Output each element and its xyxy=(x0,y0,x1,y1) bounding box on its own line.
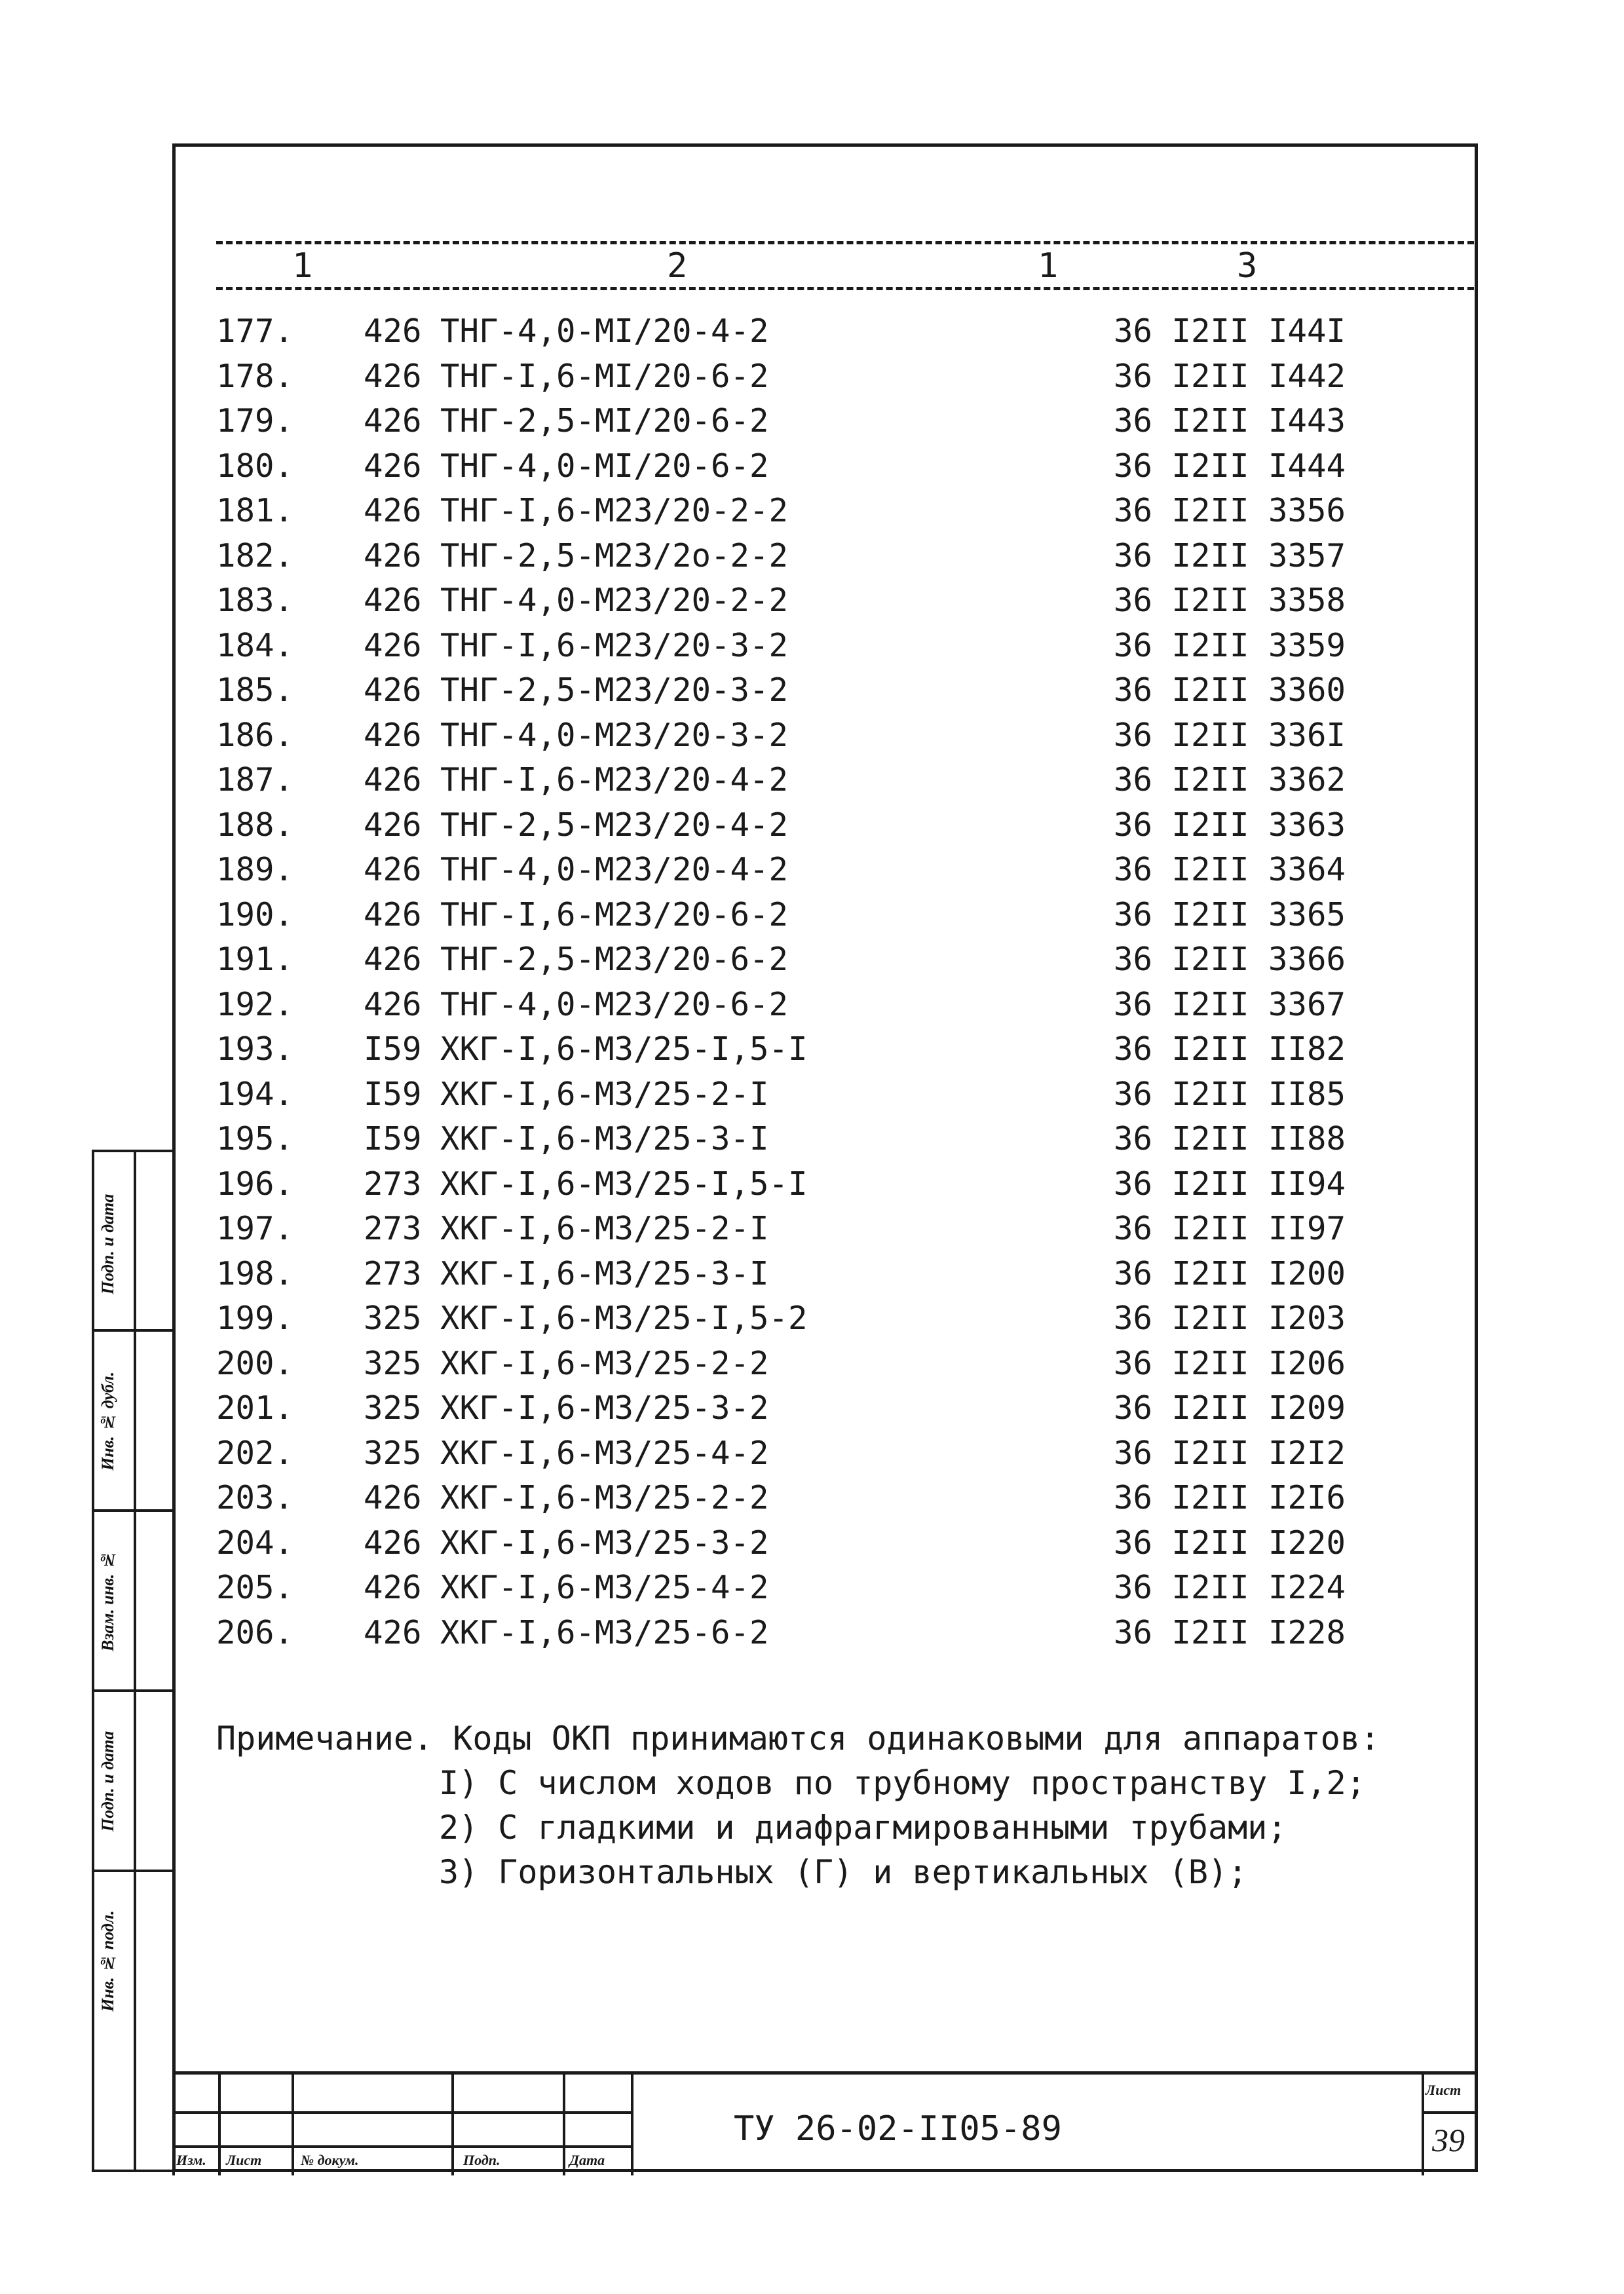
row-designation: ТНГ-4,0-МI/20-6-2 xyxy=(440,447,769,485)
row-designation: ТНГ-2,5-М23/20-3-2 xyxy=(440,671,789,709)
row-diameter: 426 xyxy=(364,492,422,529)
table-row xyxy=(0,983,1624,1028)
row-number: 205. xyxy=(216,1569,294,1606)
table-row xyxy=(0,803,1624,848)
row-number: 192. xyxy=(216,985,294,1023)
row-diameter: 426 xyxy=(364,941,422,978)
table-row xyxy=(0,713,1624,759)
row-number: 195. xyxy=(216,1120,294,1157)
row-designation: ТНГ-I,6-М23/20-6-2 xyxy=(440,895,789,933)
row-number: 199. xyxy=(216,1300,294,1337)
row-number: 180. xyxy=(216,447,294,485)
table-row xyxy=(0,534,1624,579)
table-row xyxy=(0,354,1624,400)
row-designation: ТНГ-4,0-М23/20-6-2 xyxy=(440,985,789,1023)
row-diameter: 273 xyxy=(364,1165,422,1203)
row-number: 186. xyxy=(216,716,294,754)
table-row xyxy=(0,848,1624,893)
row-okp-code: 36 I2II 3360 xyxy=(1114,671,1346,709)
table-row xyxy=(0,578,1624,624)
table-row xyxy=(0,668,1624,713)
header-dashed-line-bottom xyxy=(216,287,1474,290)
row-number: 190. xyxy=(216,895,294,933)
table-row xyxy=(0,489,1624,534)
row-okp-code: 36 I2II II82 xyxy=(1114,1030,1346,1068)
row-diameter: 426 xyxy=(364,447,422,485)
row-okp-code: 36 I2II 3367 xyxy=(1114,985,1346,1023)
column-number-1: 1 xyxy=(288,248,316,284)
table-row xyxy=(0,444,1624,489)
row-designation: ТНГ-I,6-М23/20-3-2 xyxy=(440,626,789,664)
row-designation: ХКГ-I,6-М3/25-3-I xyxy=(440,1120,769,1157)
row-diameter: 426 xyxy=(364,402,422,440)
row-designation: ТНГ-2,5-М23/2о-2-2 xyxy=(440,536,789,574)
row-designation: ХКГ-I,6-М3/25-6-2 xyxy=(440,1613,769,1651)
row-number: 179. xyxy=(216,402,294,440)
note-item-2: 2) С гладкими и диафрагмированными трубами; xyxy=(439,1809,1287,1847)
row-diameter: 426 xyxy=(364,1569,422,1606)
row-okp-code: 36 I2II I44I xyxy=(1114,312,1346,350)
row-designation: ТНГ-I,6-М23/20-4-2 xyxy=(440,761,789,799)
sheet-number: 39 xyxy=(1432,2122,1465,2158)
column-separator-number: 1 xyxy=(1034,248,1062,284)
row-diameter: 325 xyxy=(364,1300,422,1337)
table-row xyxy=(0,1431,1624,1476)
row-designation: ТНГ-2,5-МI/20-6-2 xyxy=(440,402,769,440)
row-okp-code: 36 I2II 3364 xyxy=(1114,851,1346,888)
row-okp-code: 36 I2II I200 xyxy=(1114,1254,1346,1292)
table-row xyxy=(0,1072,1624,1118)
row-diameter: 325 xyxy=(364,1389,422,1427)
row-number: 198. xyxy=(216,1254,294,1292)
row-designation: ТНГ-I,6-М23/20-2-2 xyxy=(440,492,789,529)
row-diameter: I59 xyxy=(364,1030,422,1068)
title-block-col-doc: № докум. xyxy=(301,2152,359,2168)
table-row xyxy=(0,1521,1624,1566)
row-number: 177. xyxy=(216,312,294,350)
row-okp-code: 36 I2II I203 xyxy=(1114,1300,1346,1337)
row-okp-code: 36 I2II I444 xyxy=(1114,447,1346,485)
row-diameter: 426 xyxy=(364,357,422,395)
title-block-col-sign: Подп. xyxy=(463,2152,500,2168)
row-number: 178. xyxy=(216,357,294,395)
binding-strip xyxy=(92,1150,172,2172)
row-designation: ХКГ-I,6-М3/25-I,5-I xyxy=(440,1030,808,1068)
row-diameter: 426 xyxy=(364,1524,422,1562)
row-number: 188. xyxy=(216,806,294,844)
table-row xyxy=(0,1162,1624,1207)
row-diameter: 426 xyxy=(364,312,422,350)
row-diameter: 426 xyxy=(364,716,422,754)
row-okp-code: 36 I2II II94 xyxy=(1114,1165,1346,1203)
table-row xyxy=(0,1027,1624,1072)
title-block-col-izm: Изм. xyxy=(176,2152,206,2168)
row-designation: ХКГ-I,6-М3/25-4-2 xyxy=(440,1569,769,1606)
note-block xyxy=(216,1716,1380,1894)
row-number: 197. xyxy=(216,1210,294,1247)
column-number-3: 3 xyxy=(1233,248,1261,284)
row-diameter: 426 xyxy=(364,851,422,888)
document-code: ТУ 26-02-II05-89 xyxy=(734,2109,1062,2149)
row-designation: ХКГ-I,6-М3/25-3-I xyxy=(440,1254,769,1292)
row-diameter: I59 xyxy=(364,1075,422,1113)
strip-label-sign-date-1: Подп. и дата xyxy=(98,1194,117,1294)
row-designation: ТНГ-2,5-М23/20-4-2 xyxy=(440,806,789,844)
row-designation: ХКГ-I,6-М3/25-3-2 xyxy=(440,1524,769,1562)
row-number: 206. xyxy=(216,1613,294,1651)
table-row xyxy=(0,1252,1624,1297)
row-designation: ТНГ-I,6-МI/20-6-2 xyxy=(440,357,769,395)
note-item-3: 3) Горизонтальных (Г) и вертикальных (В); xyxy=(439,1853,1248,1891)
row-designation: ХКГ-I,6-М3/25-2-2 xyxy=(440,1344,769,1382)
row-okp-code: 36 I2II 336I xyxy=(1114,716,1346,754)
row-okp-code: 36 I2II 3358 xyxy=(1114,582,1346,619)
row-okp-code: 36 I2II II85 xyxy=(1114,1075,1346,1113)
row-diameter: 426 xyxy=(364,582,422,619)
row-number: 182. xyxy=(216,536,294,574)
table-row xyxy=(0,893,1624,938)
table-row xyxy=(0,1611,1624,1656)
row-okp-code: 36 I2II II97 xyxy=(1114,1210,1346,1247)
row-okp-code: 36 I2II 3356 xyxy=(1114,492,1346,529)
row-diameter: 426 xyxy=(364,806,422,844)
row-designation: ХКГ-I,6-М3/25-3-2 xyxy=(440,1389,769,1427)
row-okp-code: 36 I2II I2I6 xyxy=(1114,1479,1346,1516)
row-number: 202. xyxy=(216,1434,294,1472)
row-okp-code: 36 I2II 3365 xyxy=(1114,895,1346,933)
row-designation: ХКГ-I,6-М3/25-4-2 xyxy=(440,1434,769,1472)
table-row xyxy=(0,624,1624,669)
sheet-label: Лист xyxy=(1426,2082,1462,2098)
table-row xyxy=(0,1476,1624,1521)
row-designation: ХКГ-I,6-М3/25-I,5-I xyxy=(440,1165,808,1203)
row-designation: ХКГ-I,6-М3/25-2-I xyxy=(440,1210,769,1247)
row-number: 194. xyxy=(216,1075,294,1113)
row-okp-code: 36 I2II I2I2 xyxy=(1114,1434,1346,1472)
table-row xyxy=(0,1342,1624,1387)
title-block-col-date: Дата xyxy=(569,2152,605,2168)
row-number: 187. xyxy=(216,761,294,799)
row-number: 201. xyxy=(216,1389,294,1427)
row-diameter: I59 xyxy=(364,1120,422,1157)
row-designation: ХКГ-I,6-М3/25-2-2 xyxy=(440,1479,769,1516)
strip-label-inv-dup: Инв. № дубл. xyxy=(98,1371,117,1471)
row-okp-code: 36 I2II II88 xyxy=(1114,1120,1346,1157)
row-designation: ТНГ-4,0-М23/20-3-2 xyxy=(440,716,789,754)
table-row xyxy=(0,309,1624,354)
row-okp-code: 36 I2II I224 xyxy=(1114,1569,1346,1606)
row-diameter: 426 xyxy=(364,1613,422,1651)
column-number-2: 2 xyxy=(663,248,691,284)
table-row xyxy=(0,1207,1624,1252)
row-okp-code: 36 I2II I206 xyxy=(1114,1344,1346,1382)
row-diameter: 273 xyxy=(364,1210,422,1247)
row-okp-code: 36 I2II I442 xyxy=(1114,357,1346,395)
row-okp-code: 36 I2II 3357 xyxy=(1114,536,1346,574)
row-number: 193. xyxy=(216,1030,294,1068)
row-diameter: 426 xyxy=(364,671,422,709)
row-designation: ТНГ-4,0-М23/20-2-2 xyxy=(440,582,789,619)
row-diameter: 273 xyxy=(364,1254,422,1292)
row-designation: ТНГ-2,5-М23/20-6-2 xyxy=(440,941,789,978)
row-diameter: 426 xyxy=(364,985,422,1023)
row-diameter: 325 xyxy=(364,1434,422,1472)
row-okp-code: 36 I2II I209 xyxy=(1114,1389,1346,1427)
row-number: 189. xyxy=(216,851,294,888)
row-okp-code: 36 I2II 3359 xyxy=(1114,626,1346,664)
row-diameter: 325 xyxy=(364,1344,422,1382)
row-number: 184. xyxy=(216,626,294,664)
header-dashed-line-top xyxy=(216,241,1474,244)
row-diameter: 426 xyxy=(364,895,422,933)
strip-label-replace-inv: Взам. инв. № xyxy=(98,1551,117,1651)
row-designation: ТНГ-4,0-М23/20-4-2 xyxy=(440,851,789,888)
row-designation: ХКГ-I,6-М3/25-2-I xyxy=(440,1075,769,1113)
row-number: 183. xyxy=(216,582,294,619)
row-okp-code: 36 I2II I443 xyxy=(1114,402,1346,440)
table-row xyxy=(0,1117,1624,1162)
table-row xyxy=(0,399,1624,444)
row-diameter: 426 xyxy=(364,1479,422,1516)
row-diameter: 426 xyxy=(364,626,422,664)
table-row xyxy=(0,758,1624,803)
row-okp-code: 36 I2II 3363 xyxy=(1114,806,1346,844)
row-okp-code: 36 I2II I228 xyxy=(1114,1613,1346,1651)
strip-label-sign-date-2: Подп. и дата xyxy=(98,1731,117,1832)
row-okp-code: 36 I2II I220 xyxy=(1114,1524,1346,1562)
row-diameter: 426 xyxy=(364,761,422,799)
strip-label-inv-orig: Инв. № подл. xyxy=(98,1910,117,2012)
note-item-1: I) С числом ходов по трубному пространству I,2; xyxy=(439,1764,1366,1802)
row-designation: ХКГ-I,6-М3/25-I,5-2 xyxy=(440,1300,808,1337)
title-block-col-list: Лист xyxy=(226,2152,262,2168)
note-title: Примечание. Коды ОКП принимаются одинаковыми для аппаратов: xyxy=(216,1720,1380,1758)
row-number: 185. xyxy=(216,671,294,709)
table-row xyxy=(0,1386,1624,1431)
row-number: 204. xyxy=(216,1524,294,1562)
row-okp-code: 36 I2II 3362 xyxy=(1114,761,1346,799)
specification-table xyxy=(0,309,1624,1655)
table-row xyxy=(0,1296,1624,1342)
row-number: 196. xyxy=(216,1165,294,1203)
table-row xyxy=(0,1566,1624,1611)
row-diameter: 426 xyxy=(364,536,422,574)
row-number: 191. xyxy=(216,941,294,978)
table-row xyxy=(0,937,1624,983)
row-designation: ТНГ-4,0-МI/20-4-2 xyxy=(440,312,769,350)
row-number: 203. xyxy=(216,1479,294,1516)
row-okp-code: 36 I2II 3366 xyxy=(1114,941,1346,978)
row-number: 200. xyxy=(216,1344,294,1382)
row-number: 181. xyxy=(216,492,294,529)
